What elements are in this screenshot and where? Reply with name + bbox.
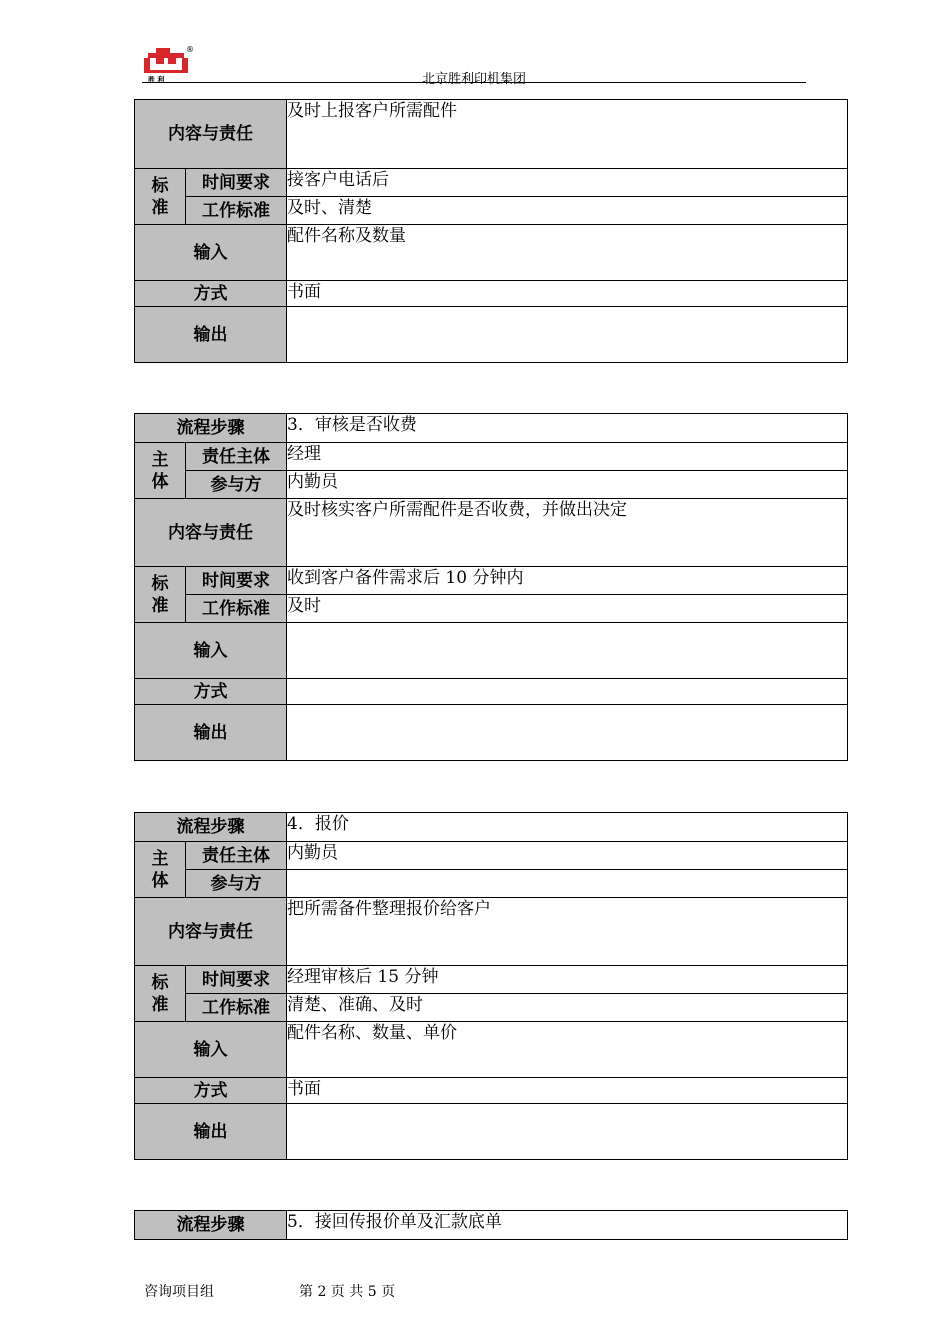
label-output: 输出 bbox=[135, 1104, 287, 1160]
label-output: 输出 bbox=[135, 307, 287, 363]
label-content: 内容与责任 bbox=[135, 898, 287, 966]
label-work-std: 工作标准 bbox=[186, 595, 287, 623]
value-time-req: 接客户电话后 bbox=[287, 169, 848, 197]
label-work-std: 工作标准 bbox=[186, 197, 287, 225]
footer-page-number: 第 2 页 共 5 页 bbox=[299, 1284, 396, 1300]
value-work-std: 清楚、准确、及时 bbox=[287, 994, 848, 1022]
process-table-step3 bbox=[134, 413, 848, 761]
value-participant: 内勤员 bbox=[287, 471, 848, 499]
label-time-req: 时间要求 bbox=[186, 966, 287, 994]
label-output: 输出 bbox=[135, 705, 287, 761]
label-step: 流程步骤 bbox=[135, 1211, 287, 1240]
label-method: 方式 bbox=[135, 281, 287, 307]
value-step: 4．报价 bbox=[287, 813, 848, 842]
value-work-std: 及时 bbox=[287, 595, 848, 623]
value-method: 书面 bbox=[287, 281, 848, 307]
label-work-std: 工作标准 bbox=[186, 994, 287, 1022]
company-name: 北京胜利印机集团 bbox=[421, 72, 526, 87]
value-responsible: 内勤员 bbox=[287, 842, 848, 870]
svg-text:胜 利: 胜 利 bbox=[148, 76, 165, 84]
value-output bbox=[287, 1104, 848, 1160]
label-time-req: 时间要求 bbox=[186, 169, 287, 197]
label-responsible: 责任主体 bbox=[186, 443, 287, 471]
value-participant bbox=[287, 870, 848, 898]
value-content: 及时核实客户所需配件是否收费，并做出决定 bbox=[287, 499, 848, 567]
label-time-req: 时间要求 bbox=[186, 567, 287, 595]
svg-text:®: ® bbox=[186, 45, 194, 54]
process-table-step4 bbox=[134, 812, 848, 1160]
label-input: 输入 bbox=[135, 225, 287, 281]
value-output bbox=[287, 307, 848, 363]
process-table-step5 bbox=[134, 1210, 848, 1240]
label-step: 流程步骤 bbox=[135, 813, 287, 842]
label-input: 输入 bbox=[135, 623, 287, 679]
value-input bbox=[287, 623, 848, 679]
value-responsible: 经理 bbox=[287, 443, 848, 471]
value-time-req: 收到客户备件需求后 10 分钟内 bbox=[287, 567, 848, 595]
value-input: 配件名称及数量 bbox=[287, 225, 848, 281]
label-participant: 参与方 bbox=[186, 471, 287, 499]
footer-group-name: 咨询项目组 bbox=[144, 1284, 214, 1300]
label-content: 内容与责任 bbox=[135, 499, 287, 567]
value-work-std: 及时、清楚 bbox=[287, 197, 848, 225]
value-method bbox=[287, 679, 848, 705]
value-content: 及时上报客户所需配件 bbox=[287, 100, 848, 169]
label-subject-group: 主 体 bbox=[135, 443, 186, 499]
label-responsible: 责任主体 bbox=[186, 842, 287, 870]
value-method: 书面 bbox=[287, 1078, 848, 1104]
value-step: 5．接回传报价单及汇款底单 bbox=[287, 1211, 848, 1240]
label-participant: 参与方 bbox=[186, 870, 287, 898]
label-method: 方式 bbox=[135, 1078, 287, 1104]
value-time-req: 经理审核后 15 分钟 bbox=[287, 966, 848, 994]
label-subject-group: 主 体 bbox=[135, 842, 186, 898]
value-step: 3．审核是否收费 bbox=[287, 414, 848, 443]
process-table-partial bbox=[134, 99, 848, 363]
label-method: 方式 bbox=[135, 679, 287, 705]
value-output bbox=[287, 705, 848, 761]
value-input: 配件名称、数量、单价 bbox=[287, 1022, 848, 1078]
page-header bbox=[142, 44, 806, 86]
label-standard-group: 标 准 bbox=[135, 966, 186, 1022]
label-step: 流程步骤 bbox=[135, 414, 287, 443]
value-content: 把所需备件整理报价给客户 bbox=[287, 898, 848, 966]
label-standard-group: 标 准 bbox=[135, 567, 186, 623]
label-content: 内容与责任 bbox=[135, 100, 287, 169]
label-standard-group: 标 准 bbox=[135, 169, 186, 225]
label-input: 输入 bbox=[135, 1022, 287, 1078]
header-divider bbox=[142, 82, 806, 83]
